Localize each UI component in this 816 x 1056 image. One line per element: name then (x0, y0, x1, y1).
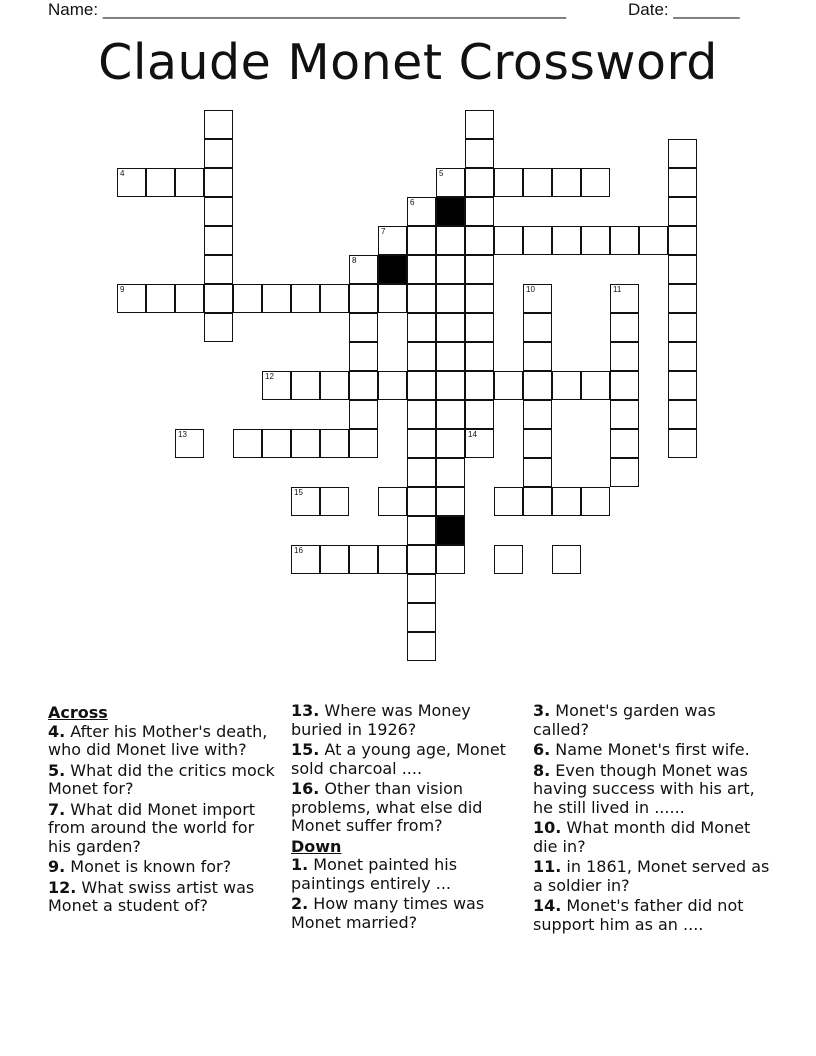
grid-cell[interactable] (668, 371, 697, 400)
grid-cell[interactable] (668, 400, 697, 429)
grid-cell[interactable] (407, 342, 436, 371)
grid-cell[interactable] (610, 284, 639, 313)
clue-number: 9 (120, 285, 125, 294)
clue-item (533, 702, 773, 739)
grid-cell[interactable] (407, 603, 436, 632)
grid-cell[interactable] (320, 545, 349, 574)
clue-number: 8 (352, 256, 357, 265)
clue-text: How many times was Monet married? (291, 894, 485, 932)
grid-cell[interactable] (233, 284, 262, 313)
grid-cell[interactable] (349, 400, 378, 429)
date-line[interactable]: _______ (673, 0, 740, 19)
grid-cell[interactable] (407, 458, 436, 487)
grid-cell[interactable] (668, 139, 697, 168)
clue-num: 13. (291, 701, 320, 720)
grid-cell[interactable] (175, 429, 204, 458)
name-label: Name: (48, 0, 99, 19)
down-clue-list-continued (533, 702, 773, 934)
grid-cell[interactable] (494, 168, 523, 197)
grid-cell[interactable] (349, 284, 378, 313)
grid-cell[interactable] (204, 255, 233, 284)
clue-num: 4. (48, 721, 66, 741)
clue-num: 3. (533, 701, 551, 720)
grid-cell[interactable] (349, 313, 378, 342)
grid-cell[interactable] (436, 545, 465, 574)
clue-text: in 1861, Monet served as a soldier in? (533, 857, 770, 895)
grid-cell[interactable] (465, 342, 494, 371)
grid-cell[interactable] (407, 197, 436, 226)
grid-cell[interactable] (668, 255, 697, 284)
clue-number: 5 (439, 169, 444, 178)
grid-cell[interactable] (436, 255, 465, 284)
clue-text: What did Monet import from around the world for his garden? (48, 799, 256, 856)
clue-num: 7. (48, 799, 66, 819)
down-heading: Down (291, 836, 342, 856)
clue-number: 14 (468, 430, 477, 439)
grid-cell[interactable] (291, 545, 320, 574)
grid-cell[interactable] (639, 226, 668, 255)
grid-cell[interactable] (378, 487, 407, 516)
grid-cell[interactable] (494, 487, 523, 516)
grid-cell[interactable] (523, 458, 552, 487)
black-square (436, 516, 465, 545)
grid-cell[interactable] (349, 545, 378, 574)
clue-text: Name Monet's first wife. (550, 740, 750, 759)
grid-cell[interactable] (581, 487, 610, 516)
grid-cell[interactable] (668, 342, 697, 371)
grid-cell[interactable] (291, 487, 320, 516)
name-line[interactable]: _________________________________________________ (102, 0, 567, 19)
grid-cell[interactable] (465, 284, 494, 313)
clue-text: Monet's garden was called? (533, 701, 716, 739)
grid-cell[interactable] (378, 545, 407, 574)
grid-cell[interactable] (320, 487, 349, 516)
grid-cell[interactable] (378, 284, 407, 313)
clue-item (291, 895, 523, 932)
grid-cell[interactable] (465, 255, 494, 284)
clue-num: 15. (291, 740, 320, 759)
grid-cell[interactable] (378, 226, 407, 255)
grid-cell[interactable] (204, 110, 233, 139)
clue-num: 11. (533, 857, 562, 876)
clue-text: At a young age, Monet sold charcoal .... (291, 740, 506, 778)
grid-cell[interactable] (465, 110, 494, 139)
grid-cell[interactable] (610, 458, 639, 487)
grid-cell[interactable] (668, 168, 697, 197)
grid-cell[interactable] (494, 371, 523, 400)
grid-cell[interactable] (407, 632, 436, 661)
grid-cell[interactable] (436, 313, 465, 342)
clue-item (533, 897, 773, 934)
grid-cell[interactable] (204, 284, 233, 313)
grid-cell[interactable] (407, 545, 436, 574)
clue-number: 16 (294, 546, 303, 555)
grid-cell[interactable] (407, 371, 436, 400)
grid-cell[interactable] (204, 139, 233, 168)
grid-cell[interactable] (523, 168, 552, 197)
grid-cell[interactable] (436, 429, 465, 458)
clue-text: Monet painted his paintings entirely ... (291, 855, 458, 893)
clue-item (48, 762, 278, 799)
grid-cell[interactable] (146, 284, 175, 313)
grid-cell[interactable] (407, 400, 436, 429)
grid-cell[interactable] (349, 429, 378, 458)
grid-cell[interactable] (349, 255, 378, 284)
grid-cell[interactable] (436, 226, 465, 255)
grid-cell[interactable] (436, 400, 465, 429)
clue-number: 15 (294, 488, 303, 497)
grid-cell[interactable] (581, 168, 610, 197)
date-label: Date: (628, 0, 669, 19)
clue-item (48, 723, 278, 760)
clue-item (48, 801, 278, 857)
grid-cell[interactable] (291, 371, 320, 400)
clue-text: After his Mother's death, who did Monet live with? (48, 721, 268, 759)
clue-num: 2. (291, 894, 309, 913)
grid-cell[interactable] (610, 371, 639, 400)
clues-column-2 (291, 702, 523, 934)
grid-cell[interactable] (204, 226, 233, 255)
grid-cell[interactable] (320, 429, 349, 458)
grid-cell[interactable] (552, 168, 581, 197)
grid-cell[interactable] (523, 284, 552, 313)
clue-item (291, 702, 523, 739)
clue-text: Even though Monet was having success with his art, he still lived in ...... (533, 760, 755, 817)
grid-cell[interactable] (610, 226, 639, 255)
grid-cell[interactable] (407, 574, 436, 603)
clue-item (291, 741, 523, 778)
grid-cell[interactable] (175, 168, 204, 197)
grid-cell[interactable] (204, 168, 233, 197)
clue-number: 4 (120, 169, 125, 178)
clue-number: 7 (381, 227, 386, 236)
grid-cell[interactable] (523, 342, 552, 371)
grid-cell[interactable] (262, 429, 291, 458)
grid-cell[interactable] (610, 400, 639, 429)
clue-text: What month did Monet die in? (533, 818, 751, 856)
grid-cell[interactable] (581, 226, 610, 255)
grid-cell[interactable] (320, 284, 349, 313)
grid-cell[interactable] (581, 371, 610, 400)
grid-cell[interactable] (494, 545, 523, 574)
clue-number: 12 (265, 372, 274, 381)
grid-cell[interactable] (233, 429, 262, 458)
clue-item (533, 858, 773, 895)
clue-num: 9. (48, 857, 66, 876)
grid-cell[interactable] (407, 284, 436, 313)
across-heading: Across (48, 703, 108, 722)
grid-cell[interactable] (465, 429, 494, 458)
grid-cell[interactable] (407, 487, 436, 516)
clues-column-1 (48, 702, 278, 918)
clue-item (48, 858, 278, 877)
grid-cell[interactable] (552, 371, 581, 400)
clue-num: 5. (48, 760, 66, 780)
grid-cell[interactable] (552, 487, 581, 516)
clue-text: Where was Money buried in 1926? (291, 701, 471, 739)
clue-number: 11 (613, 285, 622, 294)
grid-cell[interactable] (668, 226, 697, 255)
black-square (436, 197, 465, 226)
grid-cell[interactable] (436, 168, 465, 197)
clue-text: Monet's father did not support him as an .... (533, 896, 744, 934)
grid-cell[interactable] (407, 226, 436, 255)
clue-num: 12. (48, 877, 77, 897)
grid-cell[interactable] (117, 284, 146, 313)
across-clue-list-continued (291, 702, 523, 836)
grid-cell[interactable] (146, 168, 175, 197)
grid-cell[interactable] (465, 371, 494, 400)
grid-cell[interactable] (668, 429, 697, 458)
grid-cell[interactable] (494, 226, 523, 255)
grid-cell[interactable] (523, 313, 552, 342)
clue-number: 13 (178, 430, 187, 439)
grid-cell[interactable] (291, 429, 320, 458)
clue-num: 10. (533, 818, 562, 837)
grid-cell[interactable] (436, 371, 465, 400)
grid-cell[interactable] (204, 197, 233, 226)
grid-cell[interactable] (465, 400, 494, 429)
grid-cell[interactable] (465, 168, 494, 197)
grid-cell[interactable] (523, 429, 552, 458)
grid-cell[interactable] (610, 429, 639, 458)
grid-cell[interactable] (523, 487, 552, 516)
down-clue-list (291, 856, 523, 932)
clue-num: 1. (291, 855, 309, 874)
grid-cell[interactable] (407, 255, 436, 284)
grid-cell[interactable] (668, 197, 697, 226)
grid-cell[interactable] (436, 342, 465, 371)
grid-cell[interactable] (668, 284, 697, 313)
grid-cell[interactable] (465, 139, 494, 168)
grid-cell[interactable] (523, 400, 552, 429)
grid-cell[interactable] (523, 371, 552, 400)
clue-text: Other than vision problems, what else did Monet suffer from? (291, 779, 483, 835)
grid-cell[interactable] (175, 284, 204, 313)
clue-item (533, 762, 773, 818)
grid-cell[interactable] (610, 313, 639, 342)
grid-cell[interactable] (465, 197, 494, 226)
grid-cell[interactable] (117, 168, 146, 197)
grid-cell[interactable] (552, 226, 581, 255)
clue-text: What swiss artist was Monet a student of? (48, 877, 255, 915)
grid-cell[interactable] (465, 313, 494, 342)
grid-cell[interactable] (320, 371, 349, 400)
clue-item (533, 819, 773, 856)
grid-cell[interactable] (436, 284, 465, 313)
grid-cell[interactable] (262, 284, 291, 313)
grid-cell[interactable] (436, 487, 465, 516)
clue-num: 6. (533, 740, 551, 759)
grid-cell[interactable] (436, 458, 465, 487)
clue-item (291, 780, 523, 836)
grid-cell[interactable] (407, 429, 436, 458)
grid-cell[interactable] (262, 371, 291, 400)
clue-num: 16. (291, 779, 320, 798)
grid-cell[interactable] (552, 545, 581, 574)
clue-num: 8. (533, 760, 551, 780)
clue-text: What did the critics mock Monet for? (48, 760, 275, 798)
grid-cell[interactable] (378, 371, 407, 400)
clue-number: 10 (526, 285, 535, 294)
clues-column-3 (533, 702, 773, 936)
clue-item (48, 879, 278, 916)
grid-cell[interactable] (610, 342, 639, 371)
grid-cell[interactable] (523, 226, 552, 255)
grid-cell[interactable] (465, 226, 494, 255)
clue-text: Monet is known for? (65, 857, 232, 876)
clue-item (291, 856, 523, 893)
clue-num: 14. (533, 896, 562, 915)
clue-item (533, 741, 773, 760)
across-clue-list (48, 723, 278, 916)
black-square (378, 255, 407, 284)
grid-cell[interactable] (349, 371, 378, 400)
grid-cell[interactable] (407, 516, 436, 545)
grid-cell[interactable] (349, 342, 378, 371)
grid-cell[interactable] (407, 313, 436, 342)
grid-cell[interactable] (204, 313, 233, 342)
grid-cell[interactable] (668, 313, 697, 342)
grid-cell[interactable] (291, 284, 320, 313)
page-title: Claude Monet Crossword (98, 34, 718, 91)
clue-number: 6 (410, 198, 415, 207)
